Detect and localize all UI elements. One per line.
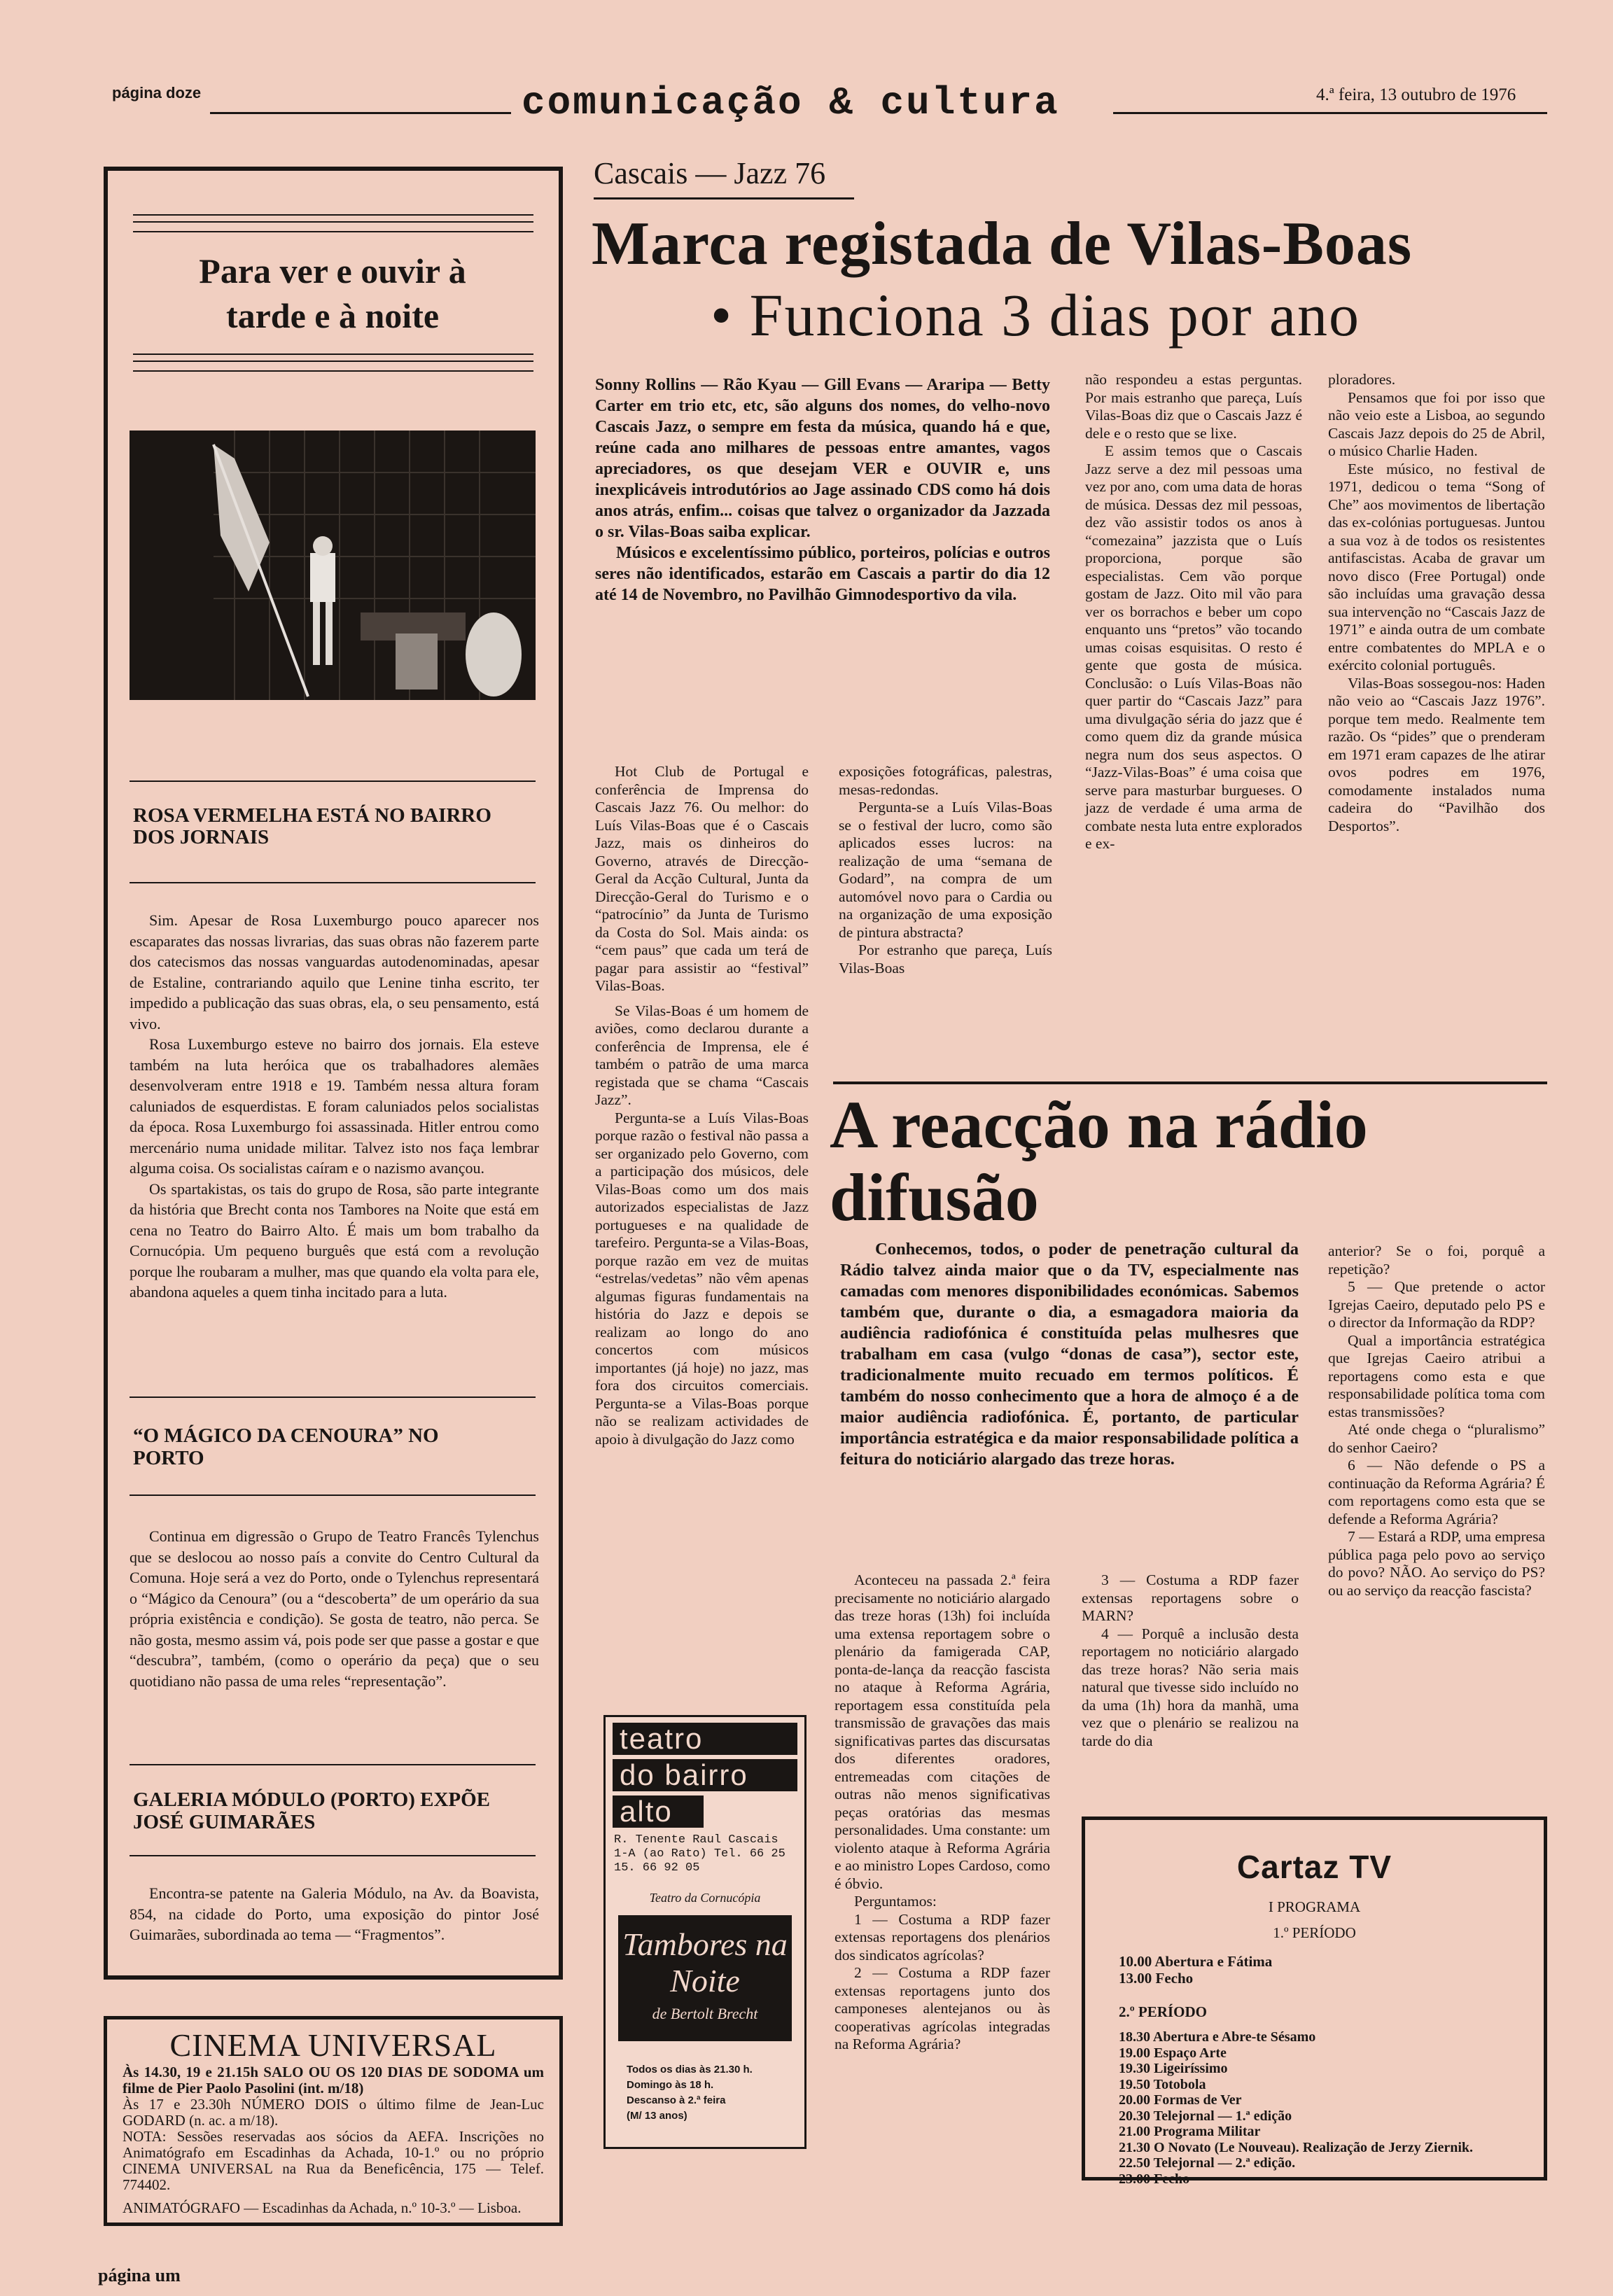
paragraph: 5 — Que pretende o actor Igrejas Caeiro, deputado pelo PS e o director da Informação da RDP?: [1328, 1278, 1545, 1331]
tv-period-2: 2.º PERÍODO: [1119, 2003, 1207, 2020]
jazz-col-c: [1085, 371, 1302, 853]
paragraph: 2 — Costuma a RDP fazer extensas reportagens junto dos camponeses alentejanos ou às cooperativas agrícolas integradas na Reforma Agrária?: [835, 1964, 1050, 2052]
jazz-col-b: [839, 763, 1052, 977]
jazz-headline-1: Marca registada de Vilas-Boas: [592, 210, 1413, 278]
schedule-line: Todos os dias às 21.30 h.: [627, 2064, 753, 2076]
tv-item: 20.30 Telejornal — 1.ª edição: [1119, 2108, 1292, 2124]
paragraph: E assim temos que o Cascais Jazz serve a dez mil pessoas uma vez por ano, com uma data de horas de música. Dessas dez mil pessoas, dez vão assistir todos os anos à “comezaina” jazzista que o Luís proporciona, porque são especialistas. Cem vão porque gostam de Jazz. Oito mil vão para ver os borrachos e beber um copo enquanto uns “pretos” vão tocando umas coisas esquisitas. O resto é gente que gosta de música. Conclusão: o Luís Vilas-Boas não quer partir do “Cascais Jazz” para uma divulgação séria do jazz que é como quem diz da grande música negra num dos seus aspectos. O “Jazz-Vilas-Boas” é uma coisa que serve para masturbar burgueses. O jazz de verdade é uma arma de combate nesta luta entre explorados e ex-: [1085, 442, 1302, 852]
paragraph: não respondeu a estas perguntas. Por mais estranho que pareça, Luís Vilas-Boas diz que o Cascais Jazz é dele e o resto que se lixe.: [1085, 371, 1302, 442]
paragraph: ploradores.: [1328, 371, 1396, 388]
jazz-headline-2: • Funciona 3 dias por ano: [711, 281, 1361, 349]
tv-item: 21.30 O Novato (Le Nouveau). Realização de Jerzy Ziernik.: [1119, 2139, 1474, 2155]
cinema-line: ANIMATÓGRAFO — Escadinhas da Achada, n.º 10-3.º — Lisboa.: [123, 2199, 522, 2216]
cinema-line: Às 17 e 23.30h NÚMERO DOIS o último filme de Jean-Luc GODARD (n. ac. a m/18).: [123, 2096, 544, 2129]
paragraph: Os spartakistas, os tais do grupo de Rosa, são parte integrante da história que Brecht conta nos Tambores na Noite que está em cena no Teatro do Bairro Alto. É mais um bom trabalho da Cornucópia. Um pequeno burguês que está com a revolução porque lhe roubaram a mulher, mas que quando ela volta para ele, abandona aqueles a quem tinha incitado para a luta.: [130, 1180, 539, 1301]
radio-headline: A reacção na rádio difusão: [830, 1087, 1368, 1235]
tv-item: 19.50 Totobola: [1119, 2076, 1206, 2092]
photo-scene-icon: [130, 430, 536, 700]
paragraph: Continua em digressão o Grupo de Teatro Francês Tylenchus que se deslocou ao nosso país a convite do Centro Cultural da Comuna. Hoje será a vez do Porto, onde o Tylenchus representará o “Mágico da Cenoura” (ou a “descoberta” de um operário da sua própria existência e condição). Se gosta de teatro, não perca. Se não gosta, mesmo assim vá, pois pode ser que passe a gostar e que “descubra”, também, (como o operário da peça) que o seu quotidiano não passa de uma reles “representação”.: [130, 1527, 539, 1690]
paragraph: Este músico, no festival de 1971, dedicou o tema “Song of Che” aos movimentos de libertação das ex-colónias portuguesas. Juntou a sua voz à de todos os resistentes antifascistas. Acaba de gravar um novo disco (Free Portugal) onde são incluídas uma gravação dessa sua intervenção no “Cascais Jazz de 1971” e ainda outra de um combate entre combatentes do MPLA e o exército colonial português.: [1328, 460, 1545, 673]
tv-programme: I PROGRAMA: [1268, 1898, 1361, 1915]
schedule-line: Descanso à 2.ª feira: [627, 2094, 726, 2106]
paragraph: Pergunta-se a Luís Vilas-Boas porque razão o festival não passa a ser organizado pelo Governo, com a participação dos músicos, dele Vilas-Boas como um dos mais autorizados especialistas de Jazz portugueses e na qualidade de tarefeiro. Pergunta-se a Vilas-Boas, porque razão em vez de muitas “estrelas/vedetas” não vêm apenas algumas figuras fundamentais na história do Jazz e depois se realizam ao longo do ano concertos com músicos importantes (já hoje) no jazz, mas fora dos circuitos comerciais. Pergunta-se a Vilas-Boas porque não se realizam actividades de apoio à divulgação do Jazz como: [595, 1109, 809, 1448]
tv-item: 19.30 Ligeiríssimo: [1119, 2061, 1228, 2076]
paragraph: Perguntamos:: [854, 1893, 937, 1910]
paragraph: Vilas-Boas sossegou-nos: Haden não veio ao “Cascais Jazz 1976”. porque tem medo. Realmente tem razão. Os “pides” que o prenderam em 1971 eram capazes de lhe atirar ovos podres em 1976, comodamente instalados numa cadeira do “Pavilhão dos Desportos”.: [1328, 674, 1545, 834]
paragraph: 7 — Estará a RDP, uma empresa pública paga pelo povo ao serviço do povo? NÃO. Ao serviço do PS? ou ao serviço da reacção fascista?: [1328, 1528, 1545, 1599]
issue-date: 4.ª feira, 13 outubro de 1976: [1316, 85, 1516, 104]
paragraph: anterior? Se o foi, porquê a repetição?: [1328, 1242, 1545, 1278]
theatre-name-line: alto: [613, 1795, 704, 1828]
tv-item: 23.00 Fecho: [1119, 2171, 1190, 2187]
cinema-line: NOTA: Sessões reservadas aos sócios da AEFA. Inscrições no Animatógrafo em Escadinhas da Achada, 10-1.º ou no próprio CINEMA UNIVERSAL na Rua da Beneficência, 175 — Telef. 774402.: [123, 2128, 544, 2193]
play-title-block: [618, 1915, 792, 2041]
paragraph: 4 — Porquê a inclusão desta reportagem no noticiário alargado das treze horas? Não seria mais natural que tivesse sido incluído no da uma (1h) hora da manhã, uma vez que o plenário se realizou na tarde do dia: [1082, 1625, 1299, 1749]
tv-period-1: 1.º PERÍODO: [1273, 1924, 1356, 1941]
paragraph: exposições fotográficas, palestras, mesas-redondas.: [839, 763, 1052, 798]
paragraph: Aconteceu na passada 2.ª feira precisamente no noticiário alargado das treze horas (13h) foi incluída uma extensa reportagem sobre o plenário da famigerada CAP, ponta-de-lança da reacção fascista no ataque à Reforma Agrária, reportagem essa constituída pela transmissão de gravações das mais significativas partes das discursatas dos diferentes oradores, entremeadas com citações de outras não menos significativas peças oratórias das mesmas personalidades. Uma constante: um violento ataque à Reforma Agrária e ao ministro Lopes Cardoso, como é óbvio.: [835, 1572, 1050, 1892]
article-body-magico: [130, 1526, 539, 1691]
jazz-lead: [595, 374, 1050, 606]
cinema-ad: [104, 2016, 563, 2226]
article-heading-magico: “O MÁGICO DA CENOURA” NO PORTO: [133, 1424, 439, 1469]
tv-item: 19.00 Espaço Arte: [1119, 2045, 1227, 2061]
tv-item: 22.50 Telejornal — 2.ª edição.: [1119, 2155, 1296, 2171]
tv-item: 20.00 Formas de Ver: [1119, 2092, 1242, 2108]
jazz-col-d: [1328, 371, 1545, 835]
tv-item: 18.30 Abertura e Abre-te Sésamo: [1119, 2029, 1316, 2045]
rehearsal-photo: [130, 430, 536, 700]
radio-col-b: [1082, 1572, 1299, 1750]
paragraph: 6 — Não defende o PS a continuação da Reforma Agrária? É com reportagens como esta que se defende a Reforma Agrária?: [1328, 1457, 1545, 1527]
radio-col-a: [835, 1572, 1050, 2054]
theatre-name-line: teatro: [613, 1723, 797, 1755]
paragraph: Sonny Rollins — Rão Kyau — Gill Evans — Araripa — Betty Carter em trio etc, etc, são alguns dos nomes, do velho-novo Cascais Jazz, o sempre em festa da música, quando há e que, reúne cada ano milhares de pessoas entre amantes, vagos apreciadores, os que desejam VER e OUVIR e, uns inexplicáveis introdutórios ao Jage assinado CDS como há dois anos atrás, enfim... coisas que talvez o organizador da Jazzada o sr. Vilas-Boas saiba explicar.: [595, 376, 1050, 541]
tv-item: 10.00 Abertura e Fátima: [1119, 1953, 1273, 1970]
theatre-address: R. Tenente Raul Cascais 1-A (ao Rato) Tel. 66 25 15. 66 92 05: [614, 1833, 785, 1875]
tv-title: Cartaz TV: [1236, 1849, 1392, 1885]
schedule-line: Domingo às 18 h.: [627, 2079, 714, 2091]
theatre-name-line: do bairro: [613, 1759, 797, 1791]
radio-lead: Conhecemos, todos, o poder de penetração cultural da Rádio talvez ainda maior que o da TV, especialmente nas camadas com menores disponibilidades económicas. Sabemos também que, durante o dia, a esmagadora maioria da audiência radiofónica é constituída pelas mulhesres que trabalham em casa (vulgo “donas de casa”), sector este, tradicionalmente muito recuado em termos políticos. É também do nosso conhecimento que a hora de almoço é a de maior audiência radiofónica. É, portanto, de particular importância estratégica e da maior responsabilidade política a feitura do noticiário alargado das treze horas.: [840, 1240, 1299, 1469]
article-body-rosa: [130, 910, 539, 1303]
paragraph: Por estranho que pareça, Luís Vilas-Boas: [839, 941, 1052, 976]
box-title: Para ver e ouvir à tarde e à noite: [199, 251, 466, 335]
play-title: Tambores na Noite: [622, 1926, 788, 1998]
cinema-line: Às 14.30, 19 e 21.15h SALO OU OS 120 DIAS DE SODOMA um filme de Pier Paolo Pasolini (int. m/18): [123, 2064, 544, 2096]
paragraph: Qual a importância estratégica que Igrejas Caeiro atribui a reportagens como esta e que responsabilidade política toma com estas transmissões?: [1328, 1331, 1545, 1420]
paragraph: Sim. Apesar de Rosa Luxemburgo pouco aparecer nos escaparates das nossas livrarias, das suas obras não fazerem parte dos catecismos das nossas vanguardas autodenominadas, apesar de Estaline, contrariando aquilo que Lenine tinha escrito, ter impedido a publicação das suas obras, ela, o seu pensamento, está vivo.: [130, 911, 539, 1032]
footer-fragment: página um: [98, 2265, 181, 2286]
paragraph: Músicos e excelentíssimo público, porteiros, polícias e outros seres não identificados, estarão em Cascais a partir do dia 12 até 14 de Novembro, no Pavilhão Gimnodesportivo da vila.: [595, 544, 1050, 604]
play-author: de Bertolt Brecht: [652, 2005, 758, 2022]
theatre-ad: [603, 1715, 806, 2149]
tv-item: 13.00 Fecho: [1119, 1970, 1194, 1987]
jazz-kicker: Cascais — Jazz 76: [594, 156, 826, 190]
tv-listing-box: [1082, 1816, 1547, 2187]
paragraph: 3 — Costuma a RDP fazer extensas reportagens sobre o MARN?: [1082, 1572, 1299, 1624]
page-label: página doze: [112, 84, 202, 102]
paragraph: Até onde chega o “pluralismo” do senhor Caeiro?: [1328, 1421, 1545, 1456]
paragraph: Se Vilas-Boas é um homem de aviões, como declarou durante a conferência de Imprensa, ele é também o patrão de uma marca registada que se chama “Cascais Jazz”.: [595, 1002, 809, 1108]
radio-col-c: [1328, 1242, 1545, 1600]
paragraph: Pensamos que foi por isso que não veio este a Lisboa, ao segundo Cascais Jazz depois do 25 de Abril, o músico Charlie Haden.: [1328, 388, 1545, 459]
schedule-line: (M/ 13 anos): [627, 2110, 687, 2122]
paragraph: 1 — Costuma a RDP fazer extensas reportagens dos plenários dos sindicatos agrícolas?: [835, 1910, 1050, 1963]
article-heading-rosa: ROSA VERMELHA ESTÁ NO BAIRRO DOS JORNAIS: [133, 804, 491, 848]
theatre-company: Teatro da Cornucópia: [649, 1891, 761, 1905]
paragraph: Encontra-se patente na Galeria Módulo, na Av. da Boavista, 854, na cidade do Porto, uma exposição do pintor José Guimarães, subordinada ao tema — “Fragmentos”.: [130, 1884, 539, 1943]
section-title: comunicação & cultura: [522, 80, 1060, 125]
paragraph: Hot Club de Portugal e conferência de Imprensa do Cascais Jazz 76. Ou melhor: do Luís Vilas-Boas que é o Cascais Jazz, mais os dinheiros do Governo, através de Direcção-Geral da Acção Cultural, Junta da Direcção-Geral do Turismo e o “patrocínio” da Junta de Turismo da Costa do Sol. Mais ainda: os “cem paus” que cada um terá de pagar para assistir ao “festival” Vilas-Boas.: [595, 763, 809, 994]
tv-item: 21.00 Programa Militar: [1119, 2124, 1261, 2139]
article-body-galeria: [130, 1883, 539, 1945]
paragraph: Rosa Luxemburgo esteve no bairro dos jornais. Ela esteve também na luta heróica que os trabalhadores alemães desenvolveram entre 1918 e 19. Também nessa altura foram caluniados de esquerdistas. E foram caluniados pelos socialistas da época. Rosa Luxemburgo foi assassinada. Hitler entrou como mercenário numa unidade militar. Talvez isto nos faça lembrar alguma coisa. Os socialistas caíram e o nazismo avançou.: [130, 1035, 539, 1177]
article-heading-galeria: GALERIA MÓDULO (PORTO) EXPÕE JOSÉ GUIMARÃES: [133, 1788, 491, 1833]
jazz-col-a: [595, 763, 809, 1448]
paragraph: Pergunta-se a Luís Vilas-Boas se o festival der lucro, como são aplicados esses lucros: na realização de uma “semana de Godard”, na compra de um automóvel novo para o Cardia ou na organização de uma exposição de pintura abstracta?: [839, 799, 1052, 941]
cinema-title: CINEMA UNIVERSAL: [169, 2027, 497, 2063]
